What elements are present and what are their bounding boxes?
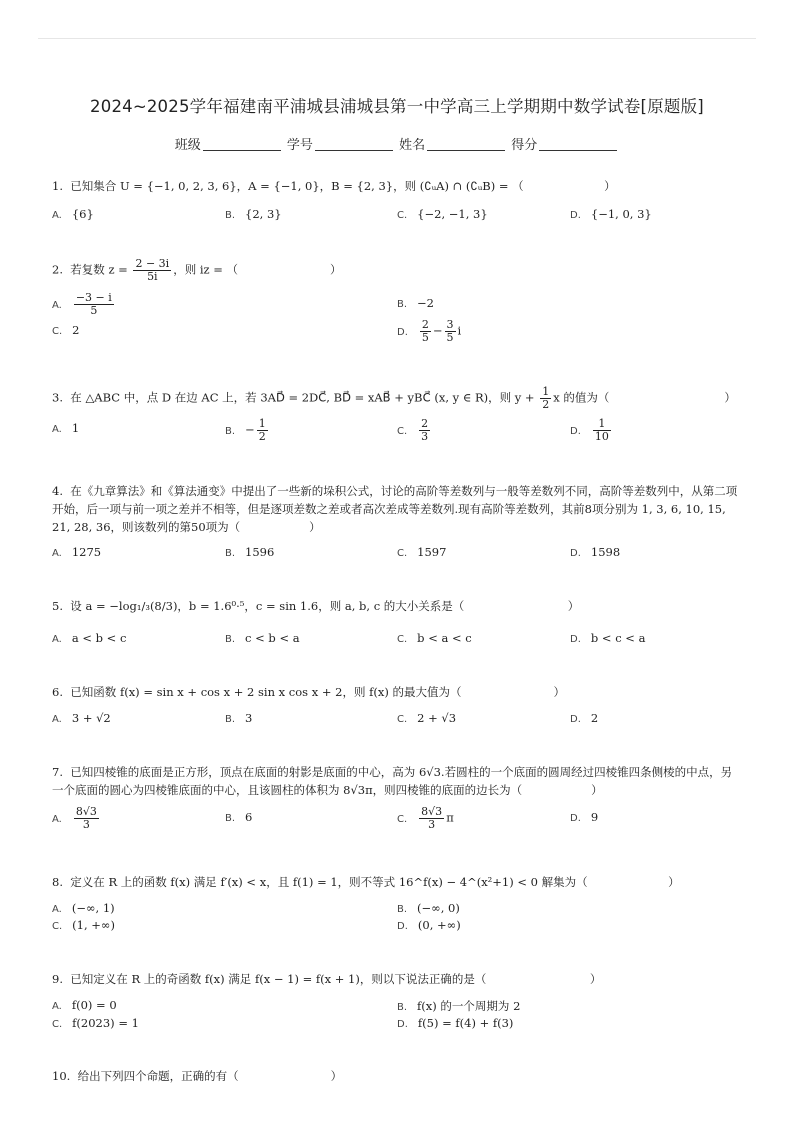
stem-fraction: [540, 386, 551, 411]
question-3: [52, 386, 736, 411]
q4-option-d[interactable]: [570, 545, 620, 559]
question-stem: 已知集合 U = {−1, 0, 2, 3, 6}，A = {−1, 0}，B = {2, 3}，则 (∁ᵤA) ∩ (∁ᵤB) = （ ）: [70, 179, 616, 193]
option-text: b < a < c: [417, 631, 472, 645]
question-number: 10.: [52, 1069, 71, 1083]
question-number: 4.: [52, 484, 63, 498]
option-fraction: [74, 806, 99, 831]
field-class: 班级: [174, 138, 201, 153]
option-tail: π: [446, 810, 454, 825]
question-5: [52, 597, 579, 615]
question-4: [52, 482, 742, 536]
q1-option-c[interactable]: [397, 207, 488, 221]
page-title: 2024~2025学年福建南平浦城县浦城县第一中学高三上学期期中数学试卷[原题版]: [90, 97, 704, 116]
option-label: D.: [570, 813, 581, 824]
fraction-denominator: 2: [258, 430, 266, 443]
q9-option-a[interactable]: [52, 998, 117, 1012]
option-text: {2, 3}: [245, 207, 282, 221]
question-number: 6.: [52, 685, 63, 699]
q2-option-c[interactable]: [52, 323, 80, 337]
option-text: 2: [590, 711, 599, 725]
q6-option-a[interactable]: [52, 711, 111, 725]
q4-option-a[interactable]: [52, 545, 101, 559]
option-label: C.: [52, 326, 63, 337]
option-text: (1, +∞): [72, 918, 115, 932]
question-stem: 在《九章算法》和《算法通变》中提出了一些新的垛积公式，讨论的高阶等差数列与一般等差数列不同，高阶等差数列中，从第二项开始，后一项与前一项之差并不相等，但是逐项差数之差或者高次差成等差数列.现有高阶等差数列，其前8项分别为 1, 3, 6, 10, 15, 21, 28, 36，则该数列的第50项为（ ）: [52, 484, 738, 534]
option-text: f(x) 的一个周期为 2: [417, 999, 521, 1013]
option-fraction: [74, 292, 114, 317]
blank-score[interactable]: [539, 138, 617, 151]
question-number: 9.: [52, 972, 63, 986]
question-number: 3.: [52, 390, 63, 405]
q2-option-a[interactable]: [52, 292, 116, 317]
q8-option-c[interactable]: [52, 918, 115, 932]
option-label: B.: [397, 904, 408, 915]
question-stem: 已知定义在 R 上的奇函数 f(x) 满足 f(x − 1) = f(x + 1)，则以下说法正确的是（ ）: [70, 972, 602, 986]
option-sign: −: [245, 422, 255, 437]
option-label: D.: [397, 921, 408, 932]
option-label: B.: [225, 714, 236, 725]
option-fraction-1: [420, 319, 431, 344]
option-text: 1596: [245, 545, 275, 559]
question-stem-tail: x 的值为（ ）: [553, 390, 736, 405]
option-label: B.: [397, 299, 408, 310]
fraction-numerator: 1: [593, 418, 611, 431]
question-10: [52, 1067, 342, 1085]
option-label: B.: [397, 1002, 408, 1013]
option-text: (0, +∞): [417, 918, 461, 932]
q5-option-b[interactable]: [225, 631, 300, 645]
question-number: 1.: [52, 179, 63, 193]
option-text: 1: [71, 421, 80, 435]
option-text: c < b < a: [245, 631, 300, 645]
blank-id[interactable]: [315, 138, 393, 151]
option-text: −2: [417, 296, 434, 310]
fraction-numerator: 8√3: [421, 805, 443, 818]
q3-option-b[interactable]: [225, 418, 270, 443]
option-label: A.: [52, 1001, 62, 1012]
option-text: 1598: [590, 545, 621, 559]
option-label: C.: [397, 425, 408, 437]
option-label: A.: [52, 424, 62, 435]
fraction-numerator: 2: [421, 318, 429, 331]
option-label: A.: [52, 714, 62, 725]
q7-option-c[interactable]: [397, 806, 454, 831]
q7-option-b[interactable]: [225, 810, 252, 824]
q8-option-d[interactable]: [397, 918, 461, 932]
option-tail: i: [457, 323, 462, 338]
option-text: {−1, 0, 3}: [590, 207, 652, 221]
question-stem-tail: ，则 iz = （ ）: [173, 262, 342, 277]
question-7: [52, 763, 742, 799]
option-label: B.: [225, 634, 236, 645]
option-label: A.: [52, 210, 62, 221]
q1-option-b[interactable]: [225, 207, 282, 221]
option-fraction-2: [445, 319, 456, 344]
option-text: (−∞, 1): [71, 901, 115, 915]
question-stem: 定义在 R 上的函数 f(x) 满足 f′(x) < x，且 f(1) = 1，则不等式 16^f(x) − 4^(x²+1) < 0 解集为（ ）: [70, 875, 680, 889]
option-label: D.: [570, 714, 581, 725]
fraction-numerator: 3: [446, 318, 454, 331]
q9-option-b[interactable]: [397, 998, 520, 1014]
q3-option-d[interactable]: [570, 418, 613, 443]
question-9: [52, 970, 601, 988]
q2-option-b[interactable]: [397, 296, 434, 310]
q7-option-a[interactable]: [52, 806, 101, 831]
option-fraction: [419, 806, 444, 831]
question-6: [52, 683, 565, 701]
option-text: 1597: [417, 545, 447, 559]
option-text: 9: [590, 810, 599, 824]
option-label: D.: [397, 326, 408, 338]
student-info-line: [0, 134, 794, 153]
option-label: D.: [570, 548, 581, 559]
question-stem: 在 △ABC 中，点 D 在边 AC 上，若 3AD⃗ = 2DC⃗, BD⃗ = xAB⃗ + yBC⃗ (x, y ∈ R)，则 y +: [70, 390, 539, 405]
q1-option-a[interactable]: [52, 207, 94, 221]
fraction-numerator: 2: [421, 417, 429, 430]
q5-option-d[interactable]: [570, 631, 645, 645]
fraction-denominator: 5: [446, 331, 454, 344]
stem-fraction: [133, 258, 171, 283]
question-2: [52, 258, 342, 283]
top-divider: [38, 38, 756, 39]
option-text: {−2, −1, 3}: [417, 207, 488, 221]
q3-option-a[interactable]: [52, 421, 79, 435]
option-label: A.: [52, 548, 62, 559]
option-label: C.: [397, 714, 408, 725]
q5-option-c[interactable]: [397, 631, 472, 645]
option-text: 2 + √3: [417, 711, 457, 725]
fraction-numerator: 2 − 3i: [135, 257, 170, 270]
fraction-numerator: 1: [258, 417, 266, 430]
fraction-denominator: 10: [594, 430, 609, 443]
option-label: C.: [397, 548, 408, 559]
q3-option-c[interactable]: [397, 418, 432, 443]
fraction-denominator: 5i: [147, 270, 158, 283]
question-number: 5.: [52, 599, 63, 613]
q6-option-d[interactable]: [570, 711, 598, 725]
option-text: b < c < a: [590, 631, 646, 645]
field-score: 得分: [511, 138, 538, 153]
q8-option-b[interactable]: [397, 901, 460, 915]
question-stem: 已知函数 f(x) = sin x + cos x + 2 sin x cos x + 2，则 f(x) 的最大值为（ ）: [70, 685, 565, 699]
question-stem: 给出下列四个命题，正确的有（ ）: [77, 1069, 343, 1083]
option-label: B.: [225, 813, 236, 824]
blank-class[interactable]: [203, 138, 281, 151]
q9-option-c[interactable]: [52, 1016, 139, 1030]
option-text: f(0) = 0: [71, 998, 117, 1012]
option-label: C.: [397, 634, 408, 645]
option-text: 6: [245, 810, 253, 824]
q2-option-d[interactable]: [397, 319, 461, 344]
option-label: C.: [52, 1019, 63, 1030]
option-label: B.: [225, 210, 236, 221]
option-label: D.: [570, 425, 581, 437]
q4-option-c[interactable]: [397, 545, 446, 559]
question-1: [52, 177, 616, 195]
option-label: B.: [225, 425, 236, 437]
option-label: A.: [52, 904, 62, 915]
option-label: D.: [570, 634, 581, 645]
question-stem: 若复数 z =: [70, 262, 132, 277]
fraction-denominator: 3: [421, 430, 429, 443]
fraction-denominator: 3: [82, 818, 90, 831]
option-label: A.: [52, 634, 62, 645]
option-text: (−∞, 0): [417, 901, 460, 915]
q6-option-b[interactable]: [225, 711, 252, 725]
fraction-numerator: 1: [542, 385, 550, 398]
option-label: C.: [397, 813, 408, 825]
option-label: D.: [570, 210, 581, 221]
fraction-denominator: 2: [542, 398, 550, 411]
question-number: 2.: [52, 262, 63, 277]
option-label: A.: [52, 299, 62, 311]
option-text: 3: [245, 711, 253, 725]
option-fraction: [419, 418, 430, 443]
q9-option-d[interactable]: [397, 1016, 513, 1030]
question-stem: 已知四棱锥的底面是正方形，顶点在底面的射影是底面的中心，高为 6√3.若圆柱的一个底面的圆周经过四棱锥四条侧棱的中点，另一个底面的圆心为四棱锥底面的中心，且该圆柱的体积为 8√3π，则四棱锥的底面的边长为（ ）: [52, 765, 733, 797]
q4-option-b[interactable]: [225, 545, 274, 559]
q8-option-a[interactable]: [52, 901, 115, 915]
fraction-denominator: 3: [428, 818, 436, 831]
option-text: f(5) = f(4) + f(3): [417, 1016, 514, 1030]
fraction-numerator: 8√3: [75, 805, 97, 818]
blank-name[interactable]: [427, 138, 505, 151]
option-text: 3 + √2: [71, 711, 111, 725]
option-text: 2: [72, 323, 80, 337]
field-id: 学号: [286, 138, 313, 153]
field-name: 姓名: [399, 138, 426, 153]
fraction-denominator: 5: [90, 304, 98, 317]
option-text: a < b < c: [71, 631, 127, 645]
question-8: [52, 873, 680, 891]
q1-option-d[interactable]: [570, 207, 652, 221]
option-label: A.: [52, 813, 62, 825]
question-stem: 设 a = −log₁/₃(8/3)，b = 1.6⁰·⁵，c = sin 1.6，则 a, b, c 的大小关系是（ ）: [70, 599, 580, 613]
option-label: C.: [397, 210, 408, 221]
option-label: D.: [397, 1019, 408, 1030]
q7-option-d[interactable]: [570, 810, 598, 824]
fraction-denominator: 5: [421, 331, 429, 344]
question-number: 7.: [52, 765, 63, 779]
option-text: f(2023) = 1: [72, 1016, 139, 1030]
q6-option-c[interactable]: [397, 711, 456, 725]
fraction-numerator: −3 − i: [75, 291, 112, 304]
option-text: {6}: [71, 207, 94, 221]
question-number: 8.: [52, 875, 63, 889]
option-operator: −: [432, 323, 443, 338]
option-fraction: [257, 418, 268, 443]
option-fraction: [593, 418, 611, 443]
option-text: 1275: [71, 545, 102, 559]
option-label: B.: [225, 548, 236, 559]
option-label: C.: [52, 921, 63, 932]
q5-option-a[interactable]: [52, 631, 126, 645]
